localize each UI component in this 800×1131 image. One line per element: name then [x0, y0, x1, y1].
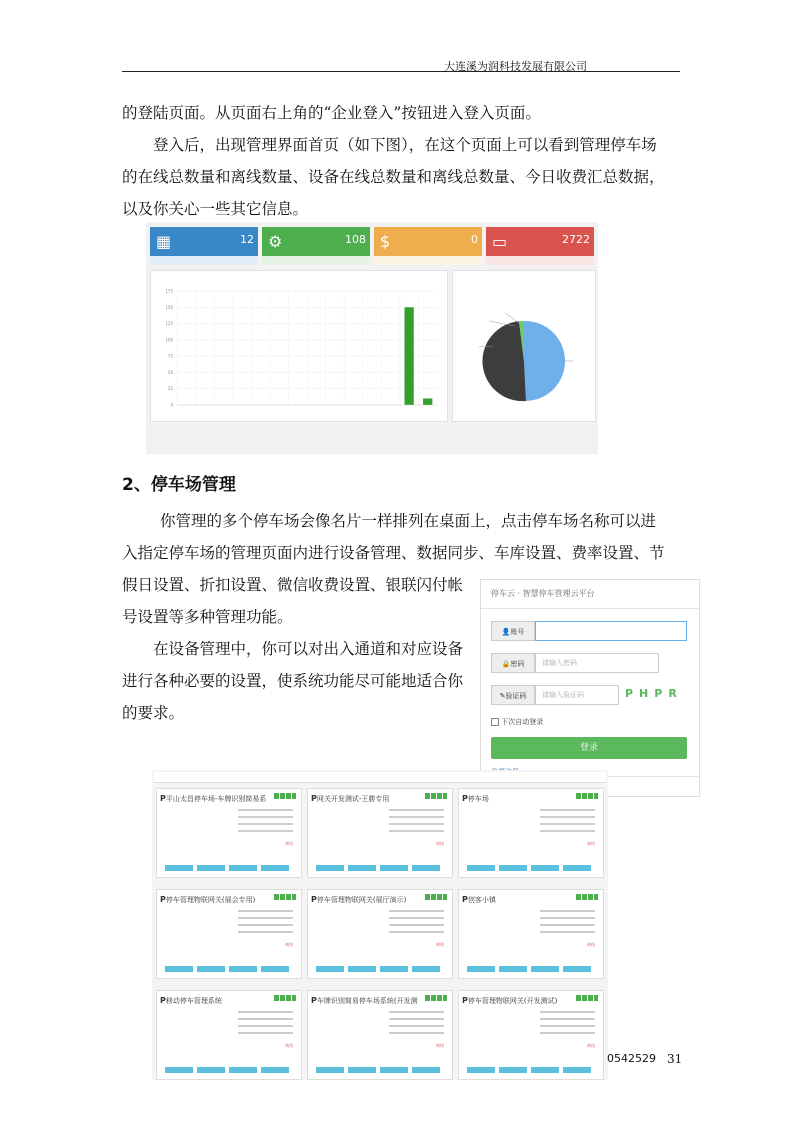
- text-line: 假日设置、折扣设置、微信收费设置、银联闪付帐: [122, 576, 464, 594]
- status-badge: 离线: [285, 942, 293, 947]
- card-buttons[interactable]: [467, 865, 595, 871]
- card-icon: ▭: [492, 232, 508, 251]
- parking-card[interactable]: [458, 889, 604, 979]
- info-line: [540, 1025, 595, 1027]
- y-tick-label: 50: [167, 369, 173, 375]
- stat-value: 2722: [562, 233, 590, 246]
- parking-card[interactable]: [307, 889, 453, 979]
- lock-icon: 🔒: [501, 660, 511, 668]
- info-line: [389, 830, 444, 832]
- text-line: 的在线总数量和离线数量、设备在线总数量和离线总数量、今日收费汇总数据，: [122, 168, 665, 186]
- pie-chart-panel: [452, 270, 596, 422]
- status-badge: 离线: [436, 841, 444, 846]
- card-buttons[interactable]: [467, 966, 595, 972]
- text-line: 以及你关心一些其它信息。: [122, 200, 309, 218]
- parking-card[interactable]: [156, 889, 302, 979]
- card-buttons[interactable]: [165, 865, 293, 871]
- text-line: 登入后，出现管理界面首页（如下图），在这个页面上可以看到管理停车场: [153, 136, 657, 154]
- status-badge: 离线: [436, 1043, 444, 1048]
- info-line: [389, 823, 444, 825]
- status-badge: 离线: [436, 942, 444, 947]
- info-line: [389, 1032, 444, 1034]
- parking-card[interactable]: [156, 788, 302, 878]
- parking-name[interactable]: P创客小镇: [462, 895, 496, 904]
- remember-label: 下次自动登录: [501, 718, 544, 726]
- info-line: [238, 1032, 293, 1034]
- text-line: 进行各种必要的设置，使系统功能尽可能地适合你: [122, 672, 464, 690]
- info-line: [389, 816, 444, 818]
- info-line: [540, 823, 595, 825]
- dashboard-screenshot: [146, 222, 598, 454]
- info-line: [540, 830, 595, 832]
- info-line: [389, 931, 444, 933]
- info-line: [238, 910, 293, 912]
- status-badge: 离线: [285, 1043, 293, 1048]
- info-line: [389, 917, 444, 919]
- filter-bar: [154, 772, 606, 783]
- text-line: 号设置等多种管理功能。: [122, 608, 293, 626]
- status-badge: 离线: [285, 841, 293, 846]
- login-title: 停车云 · 智慧停车管理云平台: [491, 589, 595, 598]
- info-line: [389, 809, 444, 811]
- parking-name[interactable]: P停车管理物联网关(开发测试): [462, 996, 558, 1005]
- info-line: [238, 830, 293, 832]
- page-number: 31: [667, 1052, 683, 1066]
- info-line: [389, 1011, 444, 1013]
- parking-icon: P: [311, 794, 317, 803]
- stat-card-fees: [374, 227, 482, 265]
- header-divider: [122, 71, 680, 72]
- card-action-icons[interactable]: [425, 894, 447, 900]
- info-line: [540, 1018, 595, 1020]
- user-icon: 👤: [501, 628, 511, 636]
- status-badge: 离线: [587, 841, 595, 846]
- y-tick-label: 100: [165, 337, 173, 343]
- y-tick-label: 25: [167, 386, 173, 392]
- paragraph-login-intro: 的登陆页面。从页面右上角的“企业登入”按钮进入登入页面。: [122, 104, 541, 122]
- parking-card[interactable]: [156, 990, 302, 1080]
- pen-icon: ✎: [499, 692, 506, 700]
- stat-card-parking: [150, 227, 258, 265]
- info-line: [238, 1011, 293, 1013]
- parking-name[interactable]: P网关开发测试-王勝专用: [311, 794, 390, 803]
- parking-icon: P: [311, 996, 317, 1005]
- y-tick-label: 125: [165, 321, 173, 327]
- stat-value: 0: [471, 233, 478, 246]
- remember-checkbox[interactable]: [491, 718, 499, 726]
- card-action-icons[interactable]: [425, 995, 447, 1001]
- stat-value: 108: [345, 233, 366, 246]
- text-line: 的要求。: [122, 704, 185, 722]
- info-line: [540, 1011, 595, 1013]
- account-label: 👤账号: [491, 621, 535, 641]
- info-line: [238, 1018, 293, 1020]
- card-action-icons[interactable]: [425, 793, 447, 799]
- info-line: [238, 1025, 293, 1027]
- y-tick-label: 0: [170, 402, 173, 408]
- stat-card-devices: [262, 227, 370, 265]
- bar-chart-panel: [150, 270, 448, 422]
- captcha-input[interactable]: 请输入验证码: [535, 685, 619, 705]
- parking-name[interactable]: P停车场: [462, 794, 489, 803]
- text-line: 在设备管理中，你可以对出入通道和对应设备: [153, 640, 464, 658]
- stat-footer: [374, 256, 482, 265]
- login-button[interactable]: 登录: [491, 737, 687, 759]
- parking-icon: P: [462, 794, 468, 803]
- stat-footer: [262, 256, 370, 265]
- stat-footer: [486, 256, 594, 265]
- text-line: 你管理的多个停车场会像名片一样排列在桌面上，点击停车场名称可以进: [160, 512, 657, 530]
- stat-value: 12: [240, 233, 254, 246]
- section-title: 2、停车场管理: [122, 475, 236, 495]
- dollar-icon: $: [380, 232, 391, 251]
- status-badge: 离线: [587, 1043, 595, 1048]
- parking-icon: P: [160, 996, 166, 1005]
- card-action-icons[interactable]: [274, 995, 296, 1001]
- parking-name[interactable]: P移动停车管理系统: [160, 996, 222, 1005]
- password-label: 🔒密码: [491, 653, 535, 673]
- status-badge: 离线: [587, 942, 595, 947]
- bar: [405, 307, 414, 405]
- card-buttons[interactable]: [316, 966, 444, 972]
- pie-slice: [524, 321, 565, 401]
- card-action-icons[interactable]: [576, 793, 598, 799]
- parking-name[interactable]: P停车管理物联网关(展会专用): [160, 895, 256, 904]
- parking-list-screenshot: [152, 770, 608, 1080]
- card-buttons[interactable]: [165, 1067, 293, 1073]
- info-line: [389, 1018, 444, 1020]
- card-buttons[interactable]: [316, 865, 444, 871]
- login-screenshot: [480, 579, 700, 797]
- parking-card[interactable]: [307, 788, 453, 878]
- parking-icon: P: [462, 895, 468, 904]
- y-tick-label: 150: [165, 304, 173, 310]
- pie-chart: [453, 271, 595, 421]
- account-row: [491, 621, 687, 641]
- bar: [423, 398, 432, 405]
- parking-icon: P: [462, 996, 468, 1005]
- bar-chart: [151, 271, 447, 421]
- text-line: 入指定停车场的管理页面内进行设备管理、数据同步、车库设置、费率设置、节: [122, 544, 665, 562]
- info-line: [540, 924, 595, 926]
- info-line: [540, 931, 595, 933]
- card-action-icons[interactable]: [274, 793, 296, 799]
- parking-card[interactable]: [458, 990, 604, 1080]
- captcha-row: [491, 685, 687, 705]
- captcha-label: ✎验证码: [491, 685, 535, 705]
- parking-icon: P: [160, 794, 166, 803]
- card-buttons[interactable]: [316, 1067, 444, 1073]
- gears-icon: ⚙: [268, 232, 283, 251]
- info-line: [540, 1032, 595, 1034]
- info-line: [238, 809, 293, 811]
- parking-card[interactable]: [458, 788, 604, 878]
- card-action-icons[interactable]: [576, 894, 598, 900]
- info-line: [389, 910, 444, 912]
- y-tick-label: 75: [167, 353, 173, 359]
- parking-icon: P: [160, 895, 166, 904]
- stat-card-other: [486, 227, 594, 265]
- card-action-icons[interactable]: [274, 894, 296, 900]
- account-input[interactable]: [535, 621, 687, 641]
- captcha-image[interactable]: PHPR: [625, 687, 683, 700]
- info-line: [540, 910, 595, 912]
- pie-slice: [482, 321, 526, 401]
- y-tick-label: 175: [165, 288, 173, 294]
- info-line: [238, 924, 293, 926]
- parking-name[interactable]: P平山太昌停车场-车牌识别简易系: [160, 794, 267, 803]
- paragraph-dashboard-intro: [122, 129, 682, 225]
- company-header: 大连溪为润科技发展有限公司: [444, 60, 587, 73]
- card-buttons[interactable]: [467, 1067, 595, 1073]
- stat-footer: [150, 256, 258, 265]
- paragraph-device-management: [122, 633, 472, 729]
- parking-name[interactable]: P停车管理物联网关(展厅演示): [311, 895, 407, 904]
- card-buttons[interactable]: [165, 966, 293, 972]
- card-action-icons[interactable]: [576, 995, 598, 1001]
- info-line: [238, 931, 293, 933]
- document-id: 0542529: [607, 1052, 656, 1065]
- info-line: [540, 917, 595, 919]
- password-row: [491, 653, 669, 673]
- info-line: [389, 1025, 444, 1027]
- info-line: [540, 809, 595, 811]
- cubes-icon: ▦: [156, 232, 172, 251]
- info-line: [540, 816, 595, 818]
- parking-name[interactable]: P车牌识别简易停车场系统(开发测: [311, 996, 418, 1005]
- info-line: [238, 917, 293, 919]
- parking-icon: P: [311, 895, 317, 904]
- remember-row[interactable]: [491, 717, 543, 727]
- info-line: [238, 823, 293, 825]
- password-input[interactable]: 请输入密码: [535, 653, 659, 673]
- parking-card[interactable]: [307, 990, 453, 1080]
- info-line: [389, 924, 444, 926]
- info-line: [238, 816, 293, 818]
